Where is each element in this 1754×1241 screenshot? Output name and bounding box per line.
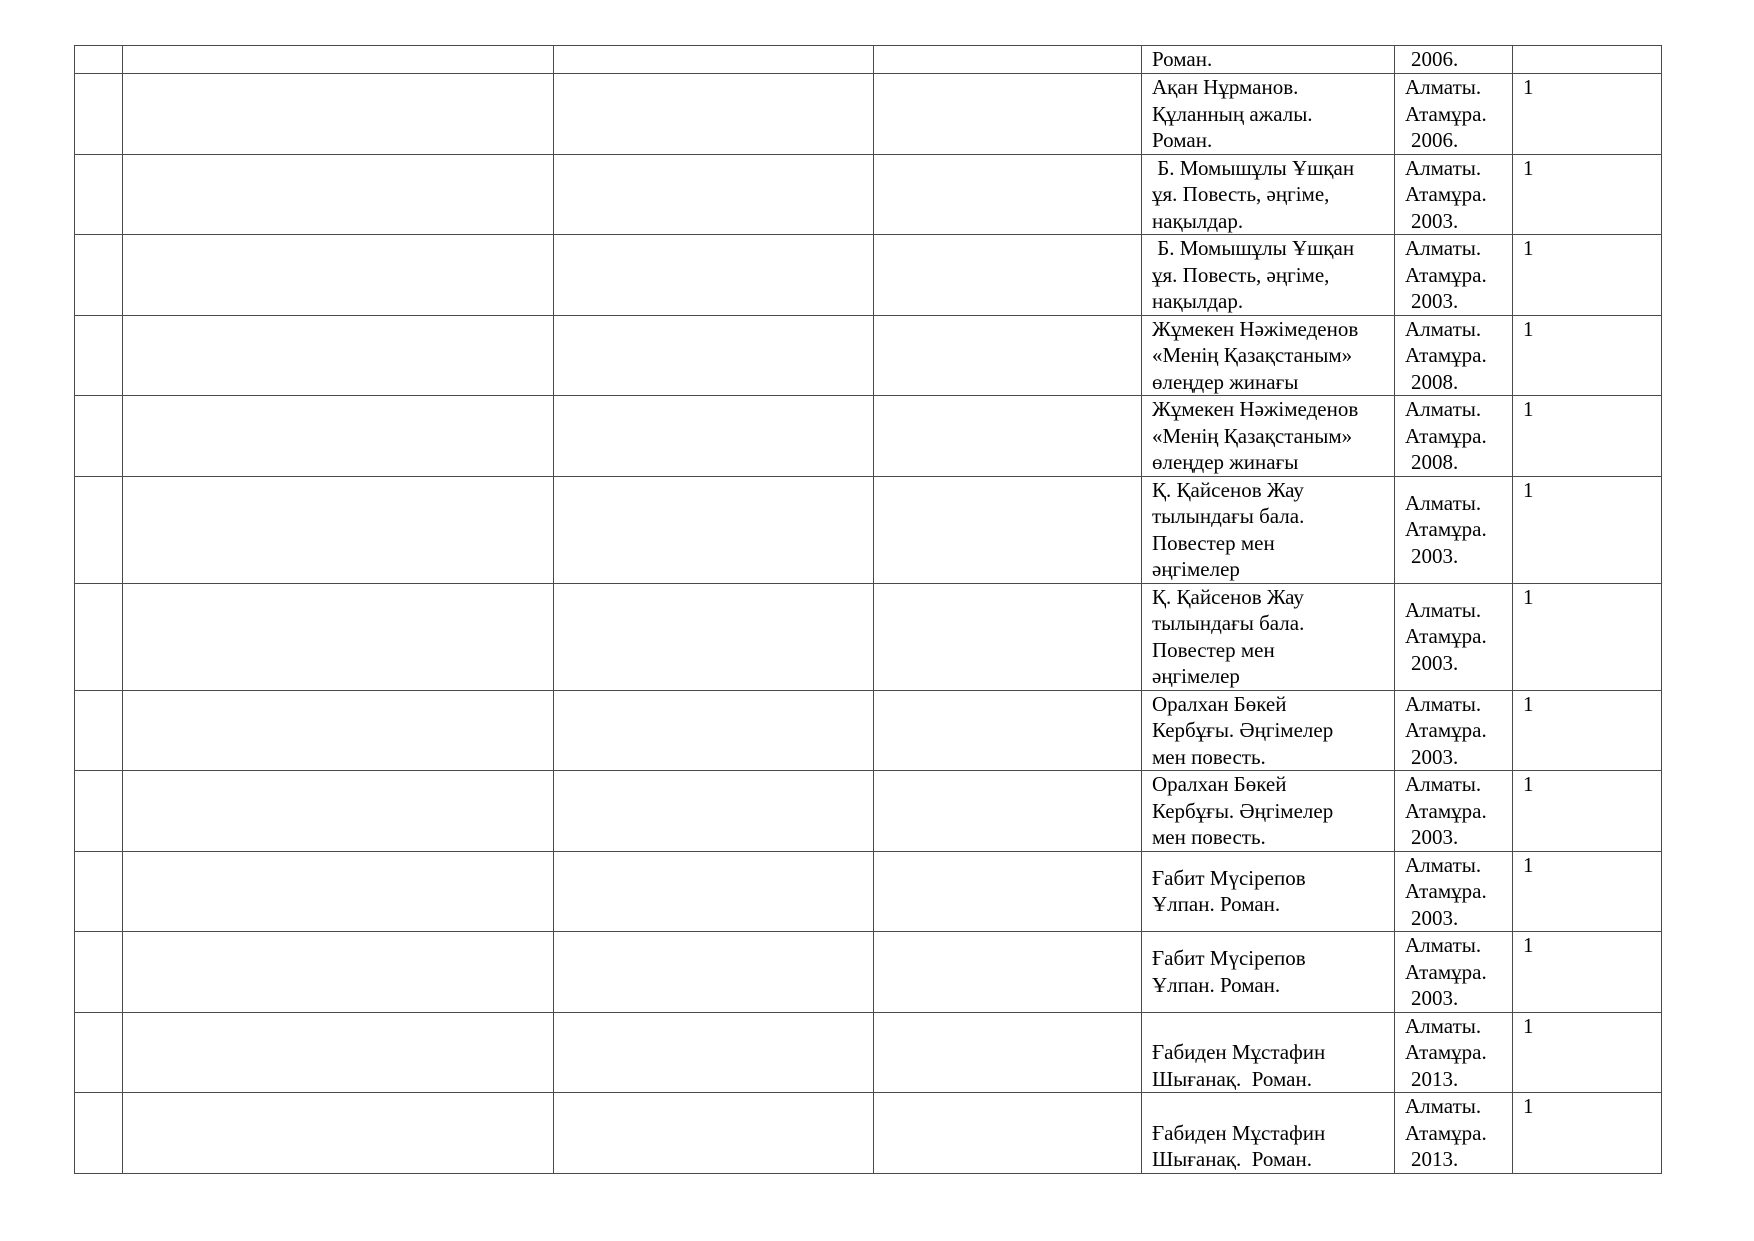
- table-row: [75, 771, 1662, 852]
- empty-cell-c: [874, 235, 1142, 316]
- book-list-table: [74, 45, 1662, 1174]
- book-title-line: әңгімелер: [1152, 557, 1240, 581]
- empty-cell-a: [123, 396, 554, 477]
- book-title-line: Роман.: [1152, 47, 1213, 71]
- publisher-line: Алматы.: [1405, 397, 1482, 421]
- publisher-line: 2003.: [1411, 543, 1459, 568]
- publisher-line: Алматы.: [1405, 155, 1482, 180]
- book-title-line: Ғабит Мүсірепов: [1152, 946, 1306, 971]
- publisher-line: Алматы.: [1405, 1094, 1482, 1118]
- empty-cell-a: [123, 583, 554, 690]
- publisher-line: Атамұра.: [1405, 718, 1487, 742]
- quantity-cell: 1: [1513, 235, 1662, 316]
- book-title-line: ұя. Повесть, әңгіме,: [1152, 182, 1330, 206]
- publisher-line: Алматы.: [1405, 597, 1482, 622]
- book-title-line: Кербұғы. Әңгімелер: [1152, 718, 1334, 742]
- book-title-line: Қ. Қайсенов Жау: [1152, 584, 1304, 609]
- table-row: [75, 932, 1662, 1013]
- empty-cell-c: [874, 851, 1142, 932]
- quantity-cell: [1513, 46, 1662, 74]
- empty-cell-a: [123, 771, 554, 852]
- quantity-cell: 1: [1513, 690, 1662, 771]
- publisher-line: Атамұра.: [1405, 262, 1487, 287]
- book-title-cell: [1142, 1012, 1395, 1093]
- quantity-cell: 1: [1513, 583, 1662, 690]
- empty-cell-b: [554, 771, 874, 852]
- empty-cell-a: [123, 1093, 554, 1174]
- empty-cell-c: [874, 476, 1142, 583]
- publisher-line: Алматы.: [1405, 691, 1482, 716]
- book-title-line: Кербұғы. Әңгімелер: [1152, 798, 1334, 823]
- publisher-line: Атамұра.: [1405, 182, 1487, 206]
- number-cell: [75, 396, 123, 477]
- publisher-line: Атамұра.: [1405, 1040, 1487, 1064]
- book-title-line: нақылдар.: [1152, 208, 1244, 233]
- publisher-cell: [1395, 74, 1513, 155]
- publisher-cell: [1395, 583, 1513, 690]
- number-cell: [75, 1093, 123, 1174]
- book-title-line: Ғабиден Мұстафин: [1152, 1040, 1326, 1064]
- book-title-line: Құланның ажалы.: [1152, 101, 1313, 126]
- quantity-cell: 1: [1513, 396, 1662, 477]
- publisher-line: Алматы.: [1405, 236, 1482, 260]
- publisher-line: Алматы.: [1405, 772, 1482, 796]
- book-title-line: «Менің Қазақстаным»: [1152, 343, 1353, 367]
- publisher-line: Атамұра.: [1405, 423, 1487, 448]
- book-title-line: Ғабит Мүсірепов: [1152, 865, 1306, 890]
- book-title-line: нақылдар.: [1152, 289, 1244, 313]
- book-title-line: Оралхан Бөкей: [1152, 772, 1287, 796]
- quantity-cell: 1: [1513, 74, 1662, 155]
- book-title-line: Жұмекен Нәжімеденов: [1152, 397, 1359, 421]
- empty-cell-b: [554, 315, 874, 396]
- book-title-line: өлеңдер жинағы: [1152, 369, 1299, 394]
- book-title-line: Повестер мен: [1152, 530, 1275, 555]
- publisher-line: Атамұра.: [1405, 517, 1487, 542]
- publisher-cell: [1395, 932, 1513, 1013]
- publisher-line: Алматы.: [1405, 490, 1482, 515]
- empty-cell-b: [554, 396, 874, 477]
- table-row: [75, 154, 1662, 235]
- publisher-cell: [1395, 1012, 1513, 1093]
- publisher-line: Атамұра.: [1405, 1120, 1487, 1145]
- publisher-line: 2003.: [1411, 986, 1459, 1010]
- book-title-line: Қ. Қайсенов Жау: [1152, 477, 1304, 502]
- publisher-line: 2013.: [1411, 1147, 1459, 1171]
- empty-cell-a: [123, 1012, 554, 1093]
- empty-cell-b: [554, 583, 874, 690]
- book-title-line: Роман.: [1152, 128, 1213, 152]
- empty-cell-c: [874, 1012, 1142, 1093]
- publisher-cell: [1395, 46, 1513, 74]
- number-cell: [75, 771, 123, 852]
- publisher-cell: [1395, 851, 1513, 932]
- publisher-line: 2006.: [1411, 47, 1459, 71]
- empty-cell-b: [554, 932, 874, 1013]
- empty-cell-c: [874, 154, 1142, 235]
- publisher-line: 2003.: [1411, 289, 1459, 313]
- book-title-cell: [1142, 46, 1395, 74]
- empty-cell-b: [554, 1012, 874, 1093]
- number-cell: [75, 932, 123, 1013]
- number-cell: [75, 154, 123, 235]
- book-title-cell: [1142, 154, 1395, 235]
- quantity-cell: 1: [1513, 771, 1662, 852]
- book-title-cell: [1142, 396, 1395, 477]
- empty-cell-c: [874, 690, 1142, 771]
- number-cell: [75, 1012, 123, 1093]
- book-title-line: әңгімелер: [1152, 664, 1240, 688]
- empty-cell-b: [554, 235, 874, 316]
- table-body: [75, 46, 1662, 1174]
- publisher-line: Алматы.: [1405, 1013, 1482, 1038]
- table-row: [75, 851, 1662, 932]
- publisher-line: Атамұра.: [1405, 959, 1487, 984]
- book-title-cell: [1142, 476, 1395, 583]
- empty-cell-a: [123, 932, 554, 1013]
- empty-cell-b: [554, 154, 874, 235]
- empty-cell-a: [123, 851, 554, 932]
- publisher-line: Алматы.: [1405, 933, 1482, 957]
- publisher-cell: [1395, 154, 1513, 235]
- book-title-cell: [1142, 771, 1395, 852]
- table-row: [75, 396, 1662, 477]
- publisher-line: Алматы.: [1405, 316, 1482, 341]
- publisher-cell: [1395, 771, 1513, 852]
- quantity-cell: 1: [1513, 851, 1662, 932]
- empty-cell-a: [123, 476, 554, 583]
- number-cell: [75, 583, 123, 690]
- book-title-line: мен повесть.: [1152, 825, 1266, 849]
- publisher-line: Атамұра.: [1405, 798, 1487, 823]
- publisher-line: 2008.: [1411, 450, 1459, 474]
- publisher-line: 2003.: [1411, 825, 1459, 849]
- book-title-line: Ұлпан. Роман.: [1152, 972, 1281, 997]
- empty-cell-a: [123, 315, 554, 396]
- empty-cell-a: [123, 46, 554, 74]
- empty-cell-a: [123, 154, 554, 235]
- book-title-line: Ғабиден Мұстафин: [1152, 1120, 1326, 1145]
- publisher-line: Атамұра.: [1405, 343, 1487, 367]
- empty-cell-c: [874, 74, 1142, 155]
- publisher-line: 2006.: [1411, 128, 1459, 152]
- publisher-line: 2008.: [1411, 369, 1459, 394]
- book-title-cell: [1142, 235, 1395, 316]
- table-row: [75, 690, 1662, 771]
- empty-cell-b: [554, 74, 874, 155]
- quantity-cell: 1: [1513, 932, 1662, 1013]
- book-title-line: өлеңдер жинағы: [1152, 450, 1299, 474]
- publisher-line: 2003.: [1411, 905, 1459, 930]
- table-row: [75, 74, 1662, 155]
- publisher-line: Алматы.: [1405, 75, 1482, 99]
- book-title-line: тылындағы бала.: [1152, 504, 1305, 528]
- book-title-line: Оралхан Бөкей: [1152, 691, 1287, 716]
- book-title-line: Жұмекен Нәжімеденов: [1152, 316, 1359, 341]
- empty-cell-c: [874, 1093, 1142, 1174]
- book-title-line: Ұлпан. Роман.: [1152, 892, 1281, 917]
- book-title-line: ұя. Повесть, әңгіме,: [1152, 262, 1330, 287]
- empty-cell-b: [554, 476, 874, 583]
- publisher-line: Алматы.: [1405, 852, 1482, 877]
- quantity-cell: 1: [1513, 1093, 1662, 1174]
- empty-cell-c: [874, 771, 1142, 852]
- book-title-line: Ақан Нұрманов.: [1152, 75, 1299, 99]
- number-cell: [75, 476, 123, 583]
- publisher-cell: [1395, 235, 1513, 316]
- publisher-line: 2003.: [1411, 208, 1459, 233]
- number-cell: [75, 315, 123, 396]
- table-row: [75, 583, 1662, 690]
- table-row: [75, 315, 1662, 396]
- book-title-line: тылындағы бала.: [1152, 611, 1305, 635]
- quantity-cell: 1: [1513, 1012, 1662, 1093]
- empty-cell-c: [874, 315, 1142, 396]
- publisher-line: 2003.: [1411, 744, 1459, 769]
- publisher-line: 2003.: [1411, 650, 1459, 675]
- quantity-cell: 1: [1513, 476, 1662, 583]
- number-cell: [75, 690, 123, 771]
- empty-cell-b: [554, 851, 874, 932]
- publisher-cell: [1395, 476, 1513, 583]
- publisher-line: 2013.: [1411, 1066, 1459, 1091]
- book-title-line: Шығанақ. Роман.: [1152, 1066, 1312, 1091]
- publisher-line: Атамұра.: [1405, 879, 1487, 903]
- publisher-cell: [1395, 1093, 1513, 1174]
- empty-cell-a: [123, 690, 554, 771]
- number-cell: [75, 235, 123, 316]
- book-title-cell: [1142, 74, 1395, 155]
- publisher-cell: [1395, 690, 1513, 771]
- publisher-line: Атамұра.: [1405, 624, 1487, 649]
- book-title-line: «Менің Қазақстаным»: [1152, 423, 1353, 448]
- table-row: [75, 1093, 1662, 1174]
- book-title-cell: [1142, 583, 1395, 690]
- book-title-cell: [1142, 851, 1395, 932]
- number-cell: [75, 46, 123, 74]
- number-cell: [75, 74, 123, 155]
- empty-cell-c: [874, 583, 1142, 690]
- book-title-line: Б. Момышұлы Ұшқан: [1152, 236, 1355, 260]
- book-title-cell: [1142, 690, 1395, 771]
- number-cell: [75, 851, 123, 932]
- book-title-cell: [1142, 932, 1395, 1013]
- empty-cell-b: [554, 1093, 874, 1174]
- publisher-line: Атамұра.: [1405, 101, 1487, 126]
- empty-cell-c: [874, 932, 1142, 1013]
- table-row: [75, 476, 1662, 583]
- empty-cell-c: [874, 396, 1142, 477]
- table-row: [75, 46, 1662, 74]
- book-title-cell: [1142, 315, 1395, 396]
- publisher-cell: [1395, 315, 1513, 396]
- book-title-cell: [1142, 1093, 1395, 1174]
- table-row: [75, 1012, 1662, 1093]
- quantity-cell: 1: [1513, 315, 1662, 396]
- book-title-line: мен повесть.: [1152, 744, 1266, 769]
- book-title-line: Шығанақ. Роман.: [1152, 1147, 1312, 1171]
- book-title-line: Повестер мен: [1152, 637, 1275, 662]
- publisher-cell: [1395, 396, 1513, 477]
- empty-cell-a: [123, 235, 554, 316]
- empty-cell-b: [554, 690, 874, 771]
- book-title-line: Б. Момышұлы Ұшқан: [1152, 155, 1355, 180]
- table-row: [75, 235, 1662, 316]
- empty-cell-a: [123, 74, 554, 155]
- empty-cell-c: [874, 46, 1142, 74]
- quantity-cell: 1: [1513, 154, 1662, 235]
- empty-cell-b: [554, 46, 874, 74]
